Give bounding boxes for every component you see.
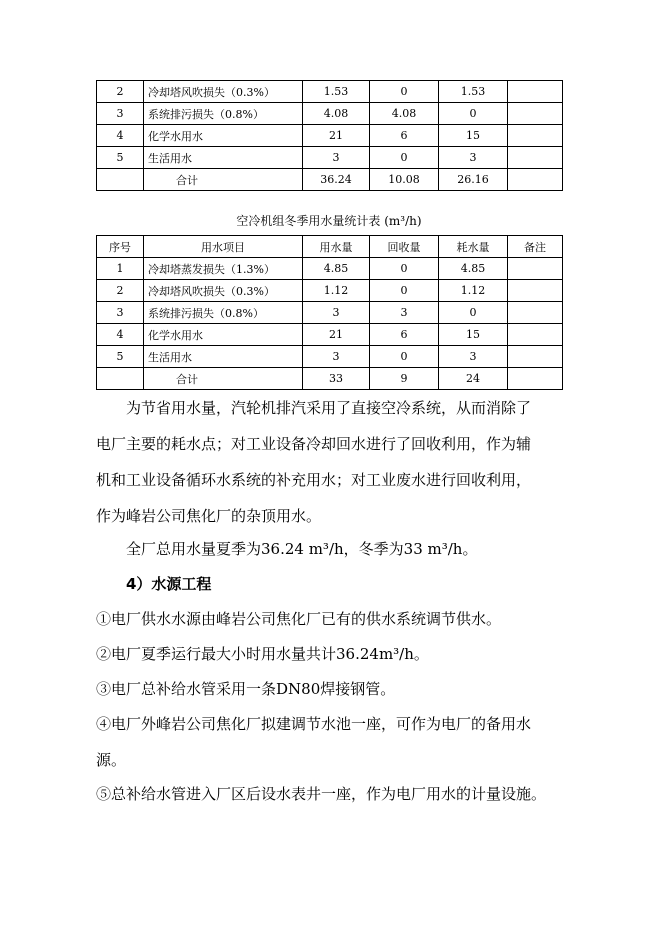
table-cell [508, 324, 563, 346]
table-cell [508, 346, 563, 368]
table-cell: 0 [370, 147, 439, 169]
table-cell: 1.12 [303, 280, 370, 302]
table-cell: 21 [303, 324, 370, 346]
paragraph-water-saving [96, 390, 566, 534]
table-cell: 0 [439, 302, 508, 324]
table-cell: 0 [439, 103, 508, 125]
table-cell: 3 [303, 346, 370, 368]
table-cell: 生活用水 [144, 346, 303, 368]
table-cell: 4 [97, 324, 144, 346]
table-cell: 1.53 [439, 81, 508, 103]
table-row [97, 147, 563, 169]
table-cell: 6 [370, 125, 439, 147]
table-cell: 0 [370, 258, 439, 280]
winter-table-caption: 空冷机组冬季用水量统计表 (m³/h) [236, 214, 422, 228]
table-row [97, 81, 563, 103]
table-cell [508, 302, 563, 324]
header-cell: 回收量 [370, 236, 439, 258]
table-cell [97, 368, 144, 390]
table-cell: 36.24 [303, 169, 370, 191]
table-cell: 10.08 [370, 169, 439, 191]
list-item: ①电厂供水水源由峰岩公司焦化厂已有的供水系统调节供水。 [96, 610, 502, 628]
table-row [97, 368, 563, 390]
table-cell: 26.16 [439, 169, 508, 191]
table-cell: 生活用水 [144, 147, 303, 169]
table-cell: 化学水用水 [144, 324, 303, 346]
table-cell: 合计 [144, 368, 303, 390]
text-line: 源。 [96, 751, 127, 769]
list-item: ⑤总补给水管进入厂区后设水表井一座，作为电厂用水的计量设施。 [96, 785, 547, 803]
table-cell: 3 [370, 302, 439, 324]
paragraph-total-water: 全厂总用水量夏季为36.24 m³/h，冬季为33 m³/h。 [126, 540, 478, 558]
table-cell: 15 [439, 324, 508, 346]
table-cell: 冷却塔蒸发损失（1.3%） [144, 258, 303, 280]
header-cell: 耗水量 [439, 236, 508, 258]
table-row [97, 125, 563, 147]
table-cell [508, 258, 563, 280]
table-cell [508, 280, 563, 302]
table-row [97, 302, 563, 324]
table-cell: 24 [439, 368, 508, 390]
text-line: 作为峰岩公司焦化厂的杂顶用水。 [96, 507, 322, 525]
table-cell [508, 125, 563, 147]
table-cell: 5 [97, 346, 144, 368]
table-cell: 4.85 [303, 258, 370, 280]
table-cell: 1 [97, 258, 144, 280]
table-row [97, 169, 563, 191]
table-cell: 化学水用水 [144, 125, 303, 147]
table-cell: 3 [439, 346, 508, 368]
header-cell: 序号 [97, 236, 144, 258]
table-row [97, 103, 563, 125]
table-cell: 3 [97, 103, 144, 125]
table-cell: 0 [370, 346, 439, 368]
table-cell: 5 [97, 147, 144, 169]
table-cell: 3 [439, 147, 508, 169]
table-cell: 1.53 [303, 81, 370, 103]
table-cell [508, 103, 563, 125]
table-cell: 4.08 [303, 103, 370, 125]
table-cell: 0 [370, 81, 439, 103]
table-cell: 2 [97, 81, 144, 103]
text-line: 为节省用水量，汽轮机排汽采用了直接空冷系统，从而消除了 [126, 399, 532, 417]
list-item [96, 706, 566, 778]
table-cell: 21 [303, 125, 370, 147]
table-row [97, 346, 563, 368]
table-cell: 2 [97, 280, 144, 302]
table-cell: 系统排污损失（0.8%） [144, 302, 303, 324]
table-cell: 0 [370, 280, 439, 302]
text-line: 电厂主要的耗水点；对工业设备冷却回水进行了回收利用，作为辅 [96, 435, 532, 453]
table-cell: 6 [370, 324, 439, 346]
header-cell: 备注 [508, 236, 563, 258]
table-row [97, 280, 563, 302]
table-cell [508, 169, 563, 191]
table-cell: 15 [439, 125, 508, 147]
table-row [97, 258, 563, 280]
table-row [97, 324, 563, 346]
table-header-row [97, 236, 563, 258]
table-cell: 9 [370, 368, 439, 390]
summer-water-table [96, 80, 563, 191]
table-cell: 4.85 [439, 258, 508, 280]
table-cell: 4 [97, 125, 144, 147]
table-cell: 合计 [144, 169, 303, 191]
table-cell: 3 [97, 302, 144, 324]
list-item: ②电厂夏季运行最大小时用水量共计36.24m³/h。 [96, 645, 429, 663]
text-line: 机和工业设备循环水系统的补充用水；对工业废水进行回收利用， [96, 471, 532, 489]
table-cell: 系统排污损失（0.8%） [144, 103, 303, 125]
table-cell: 冷却塔风吹损失（0.3%） [144, 280, 303, 302]
table-cell: 3 [303, 302, 370, 324]
table-cell [97, 169, 144, 191]
table-cell: 3 [303, 147, 370, 169]
table-cell: 1.12 [439, 280, 508, 302]
winter-water-table [96, 235, 563, 390]
table-cell [508, 368, 563, 390]
list-item: ③电厂总补给水管采用一条DN80焊接钢管。 [96, 680, 396, 698]
table-cell: 33 [303, 368, 370, 390]
header-cell: 用水量 [303, 236, 370, 258]
header-cell: 用水项目 [144, 236, 303, 258]
table-cell: 4.08 [370, 103, 439, 125]
section-heading: 4）水源工程 [126, 575, 212, 593]
table-cell: 冷却塔风吹损失（0.3%） [144, 81, 303, 103]
table-cell [508, 81, 563, 103]
text-line: ④电厂外峰岩公司焦化厂拟建调节水池一座，可作为电厂的备用水 [96, 715, 532, 733]
table-cell [508, 147, 563, 169]
